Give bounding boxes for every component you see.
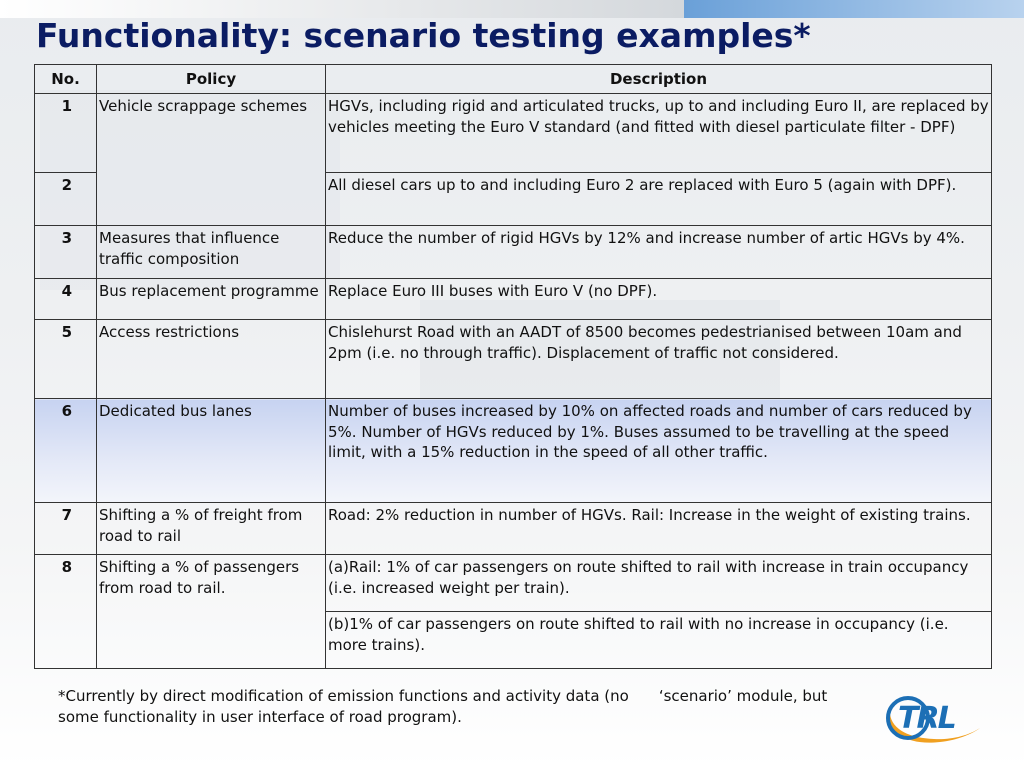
footnote: [58, 686, 858, 727]
row-number: 5: [35, 320, 97, 399]
row-number: 8: [35, 555, 97, 669]
row-policy: Dedicated bus lanes: [97, 399, 326, 503]
table-row: [35, 279, 992, 320]
row-description: (a)Rail: 1% of car passengers on route shifted to rail with increase in train occupancy (i.e. increased weight per train).: [326, 555, 992, 612]
row-description: HGVs, including rigid and articulated trucks, up to and including Euro II, are replaced by vehicles meeting the Euro V standard (and fitted with diesel particulate filter - DPF): [326, 94, 992, 173]
header-policy: Policy: [97, 65, 326, 94]
page-title: Functionality: scenario testing examples*: [36, 16, 811, 55]
row-number: 2: [35, 173, 97, 226]
footnote-text-part2: ‘scenario’ module, but some functionality in user interface of road program).: [58, 687, 828, 726]
footnote-text-part1: *Currently by direct modification of emission functions and activity data (no: [58, 687, 629, 705]
row-description: (b)1% of car passengers on route shifted to rail with no increase in occupancy (i.e. more trains).: [326, 612, 992, 669]
table-row: [35, 94, 992, 173]
row-description: Replace Euro III buses with Euro V (no DPF).: [326, 279, 992, 320]
row-description: Number of buses increased by 10% on affected roads and number of cars reduced by 5%. Number of HGVs reduced by 1%. Buses assumed to be travelling at the speed limit, with a 15% reduction in the speed of all other traffic.: [326, 399, 992, 503]
trl-logo-graphic: [884, 688, 990, 748]
header-description: Description: [326, 65, 992, 94]
row-description: Chislehurst Road with an AADT of 8500 becomes pedestrianised between 10am and 2pm (i.e. no through traffic). Displacement of traffic not considered.: [326, 320, 992, 399]
table-row: [35, 503, 992, 555]
row-number: 4: [35, 279, 97, 320]
row-policy: Shifting a % of passengers from road to rail.: [97, 555, 326, 669]
trl-logo: [884, 688, 990, 748]
table-row: [35, 320, 992, 399]
row-number: 3: [35, 226, 97, 279]
row-number: 7: [35, 503, 97, 555]
row-policy: Bus replacement programme: [97, 279, 326, 320]
row-description: Road: 2% reduction in number of HGVs. Rail: Increase in the weight of existing trains.: [326, 503, 992, 555]
svg-text:TRL: TRL: [898, 701, 955, 736]
table-header-row: [35, 65, 992, 94]
row-description: All diesel cars up to and including Euro 2 are replaced with Euro 5 (again with DPF).: [326, 173, 992, 226]
row-description: Reduce the number of rigid HGVs by 12% and increase number of artic HGVs by 4%.: [326, 226, 992, 279]
row-policy: Shifting a % of freight from road to rail: [97, 503, 326, 555]
table-row-highlighted: [35, 399, 992, 503]
row-number: 1: [35, 94, 97, 173]
row-policy: Vehicle scrappage schemes: [97, 94, 326, 226]
row-number: 6: [35, 399, 97, 503]
row-policy: Measures that influence traffic composition: [97, 226, 326, 279]
table-row: [35, 226, 992, 279]
header-no: No.: [35, 65, 97, 94]
scenario-table: [34, 64, 992, 669]
table-row: [35, 555, 992, 612]
row-policy: Access restrictions: [97, 320, 326, 399]
